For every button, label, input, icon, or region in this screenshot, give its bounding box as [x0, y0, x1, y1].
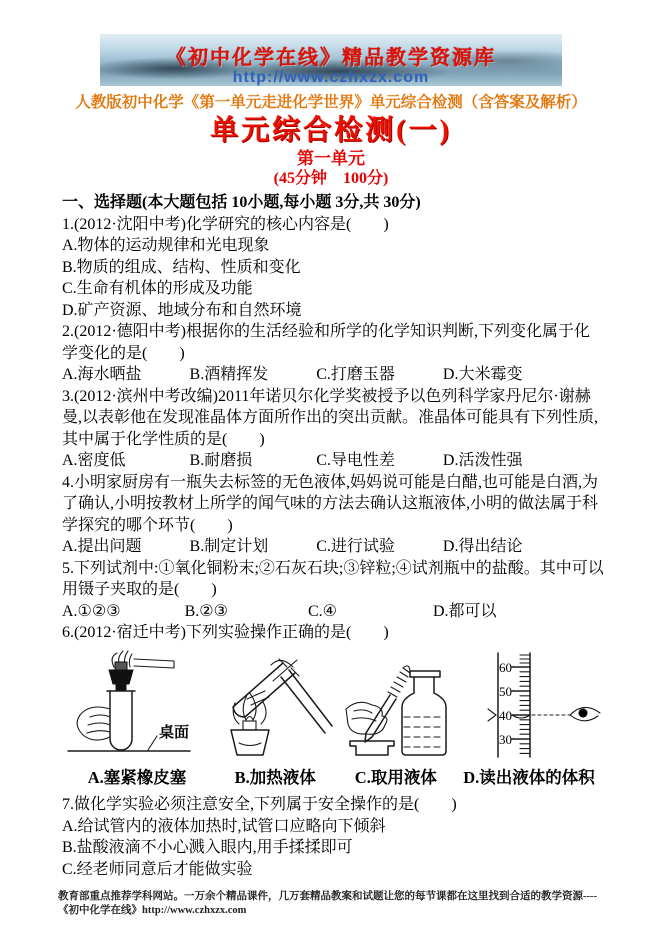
evaporating-dish	[350, 741, 394, 755]
question-5-options: A.①②③ B.②③ C.④ D.都可以	[62, 602, 497, 620]
table-label-pointer	[148, 736, 157, 750]
figure-taking-liquid	[338, 647, 453, 789]
hand	[346, 702, 387, 734]
major-ticks	[512, 667, 530, 739]
figure-heating-liquid	[213, 647, 338, 789]
question-7-stem: 7.做化学实验必须注意安全,下列属于安全操作的是( )	[62, 796, 457, 813]
tilted-test-tube	[233, 663, 295, 717]
figure-c-caption: C.取用液体	[354, 767, 437, 787]
reading-volume-illustration	[454, 647, 604, 765]
question-7-option-a: A.给试管内的液体加热时,试管口应略向下倾斜	[62, 817, 386, 835]
figure-b-caption: B.加热液体	[234, 767, 316, 787]
arm-line	[134, 659, 174, 668]
section-title: 一、选择题(本大题包括 10小题,每小题 3分,共 30分)	[62, 194, 421, 211]
site-banner	[100, 34, 562, 86]
question-1-option-c: C.生命有机体的形成及功能	[62, 280, 253, 297]
question-1-option-b: B.物质的组成、结构、性质和变化	[62, 258, 301, 276]
question-5-stem: 5.下列试剂中:①氧化铜粉末;②石灰石块;③锌粒;④试剂瓶中的盐酸。其中可以用镊子夹取的是( )	[62, 559, 604, 598]
stopper-testtube-illustration	[62, 647, 212, 765]
rubber-stopper	[109, 670, 133, 684]
question-7-option-c: C.经老师同意后才能做实验	[62, 860, 253, 878]
tick-label-40: 40	[498, 707, 512, 723]
bottle-lip	[410, 671, 440, 677]
heating-liquid-illustration	[213, 647, 338, 765]
wick-holder	[243, 721, 256, 730]
taking-liquid-illustration	[338, 647, 453, 765]
exam-body	[62, 192, 604, 880]
page-title: 单元综合检测(一)	[210, 115, 452, 146]
stopper-top	[115, 662, 127, 670]
question-2-stem: 2.(2012·德阳中考)根据你的生活经验和所学的化学知识判断,下列变化属于化学变化的是( )	[62, 323, 590, 362]
question-4-options: A.提出问题 B.制定计划 C.进行试验 D.得出结论	[62, 538, 523, 555]
eye-icon	[570, 707, 600, 720]
question-3-options: A.密度低 B.耐磨损 C.导电性差 D.活泼性强	[62, 452, 523, 469]
banner-site-url[interactable]: http://www.czhxzx.com	[232, 69, 430, 86]
figure-reading-volume	[454, 647, 604, 789]
tick-label-30: 30	[498, 731, 512, 747]
page-footer: 教育部重点推荐学科网站。一万余个精品课件，几万套精品教案和试题让您的每节课都在这里找到合适的教学资源----《初中化学在线》http://www.czhxzx.com	[58, 891, 597, 916]
question-2-options: A.海水晒盐 B.酒精挥发 C.打磨玉器 D.大米霉变	[62, 366, 523, 383]
tick-label-60: 60	[498, 659, 512, 675]
level-pointer	[488, 709, 496, 721]
duration-score: (45分钟 100分)	[273, 170, 389, 187]
question-7-option-b: B.盐酸液滴不小心溅入眼内,用手揉揉即可	[62, 839, 353, 856]
dropper-bulb	[388, 665, 410, 696]
holding-hand	[77, 707, 110, 740]
question-4-stem: 4.小明家厨房有一瓶失去标签的无色液体,妈妈说可能是白醋,也可能是白酒,为了确认,小明按教材上所学的闻气味的方法去确认这瓶液体,小明的做法属于科学探究的哪个环节( )	[62, 473, 599, 534]
table-label: 桌面	[159, 724, 190, 741]
question-1-option-a: A.物体的运动规律和光电现象	[62, 237, 270, 254]
figure-a-caption: A.塞紧橡皮塞	[87, 767, 187, 787]
tick-label-50: 50	[498, 683, 512, 699]
question-6-stem: 6.(2012·宿迁中考)下列实验操作正确的是( )	[62, 624, 389, 641]
reagent-bottle	[402, 677, 446, 755]
unit-subtitle: 第一单元	[297, 149, 365, 168]
question-1-option-d: D.矿产资源、地域分布和自然环境	[62, 301, 302, 319]
bottle-liquid	[404, 717, 444, 747]
question-6-figures	[62, 647, 604, 789]
question-3-stem: 3.(2012·滨州中考改编)2011年诺贝尔化学奖被授予以色列科学家丹尼尔·谢赫曼,以表彰他在发现准晶体方面所作出的突出贡献。准晶体可能具有下列性质,其中属于化学性质的是( )	[62, 387, 599, 448]
subject-heading: 人教版初中化学《第一单元走进化学世界》单元综合检测（含答案及解析）	[75, 94, 587, 111]
figure-d-caption: D.读出液体的体积	[463, 767, 595, 787]
figure-stopper-testtube	[62, 647, 212, 789]
lamp-fuel	[239, 743, 261, 746]
stopper-tip	[116, 684, 126, 690]
alcohol-lamp	[231, 730, 269, 755]
question-1-stem: 1.(2012·沈阳中考)化学研究的核心内容是( )	[62, 215, 389, 233]
banner-site-title: 《初中化学在线》精品教学资源库	[166, 47, 496, 69]
test-tube	[107, 691, 135, 750]
